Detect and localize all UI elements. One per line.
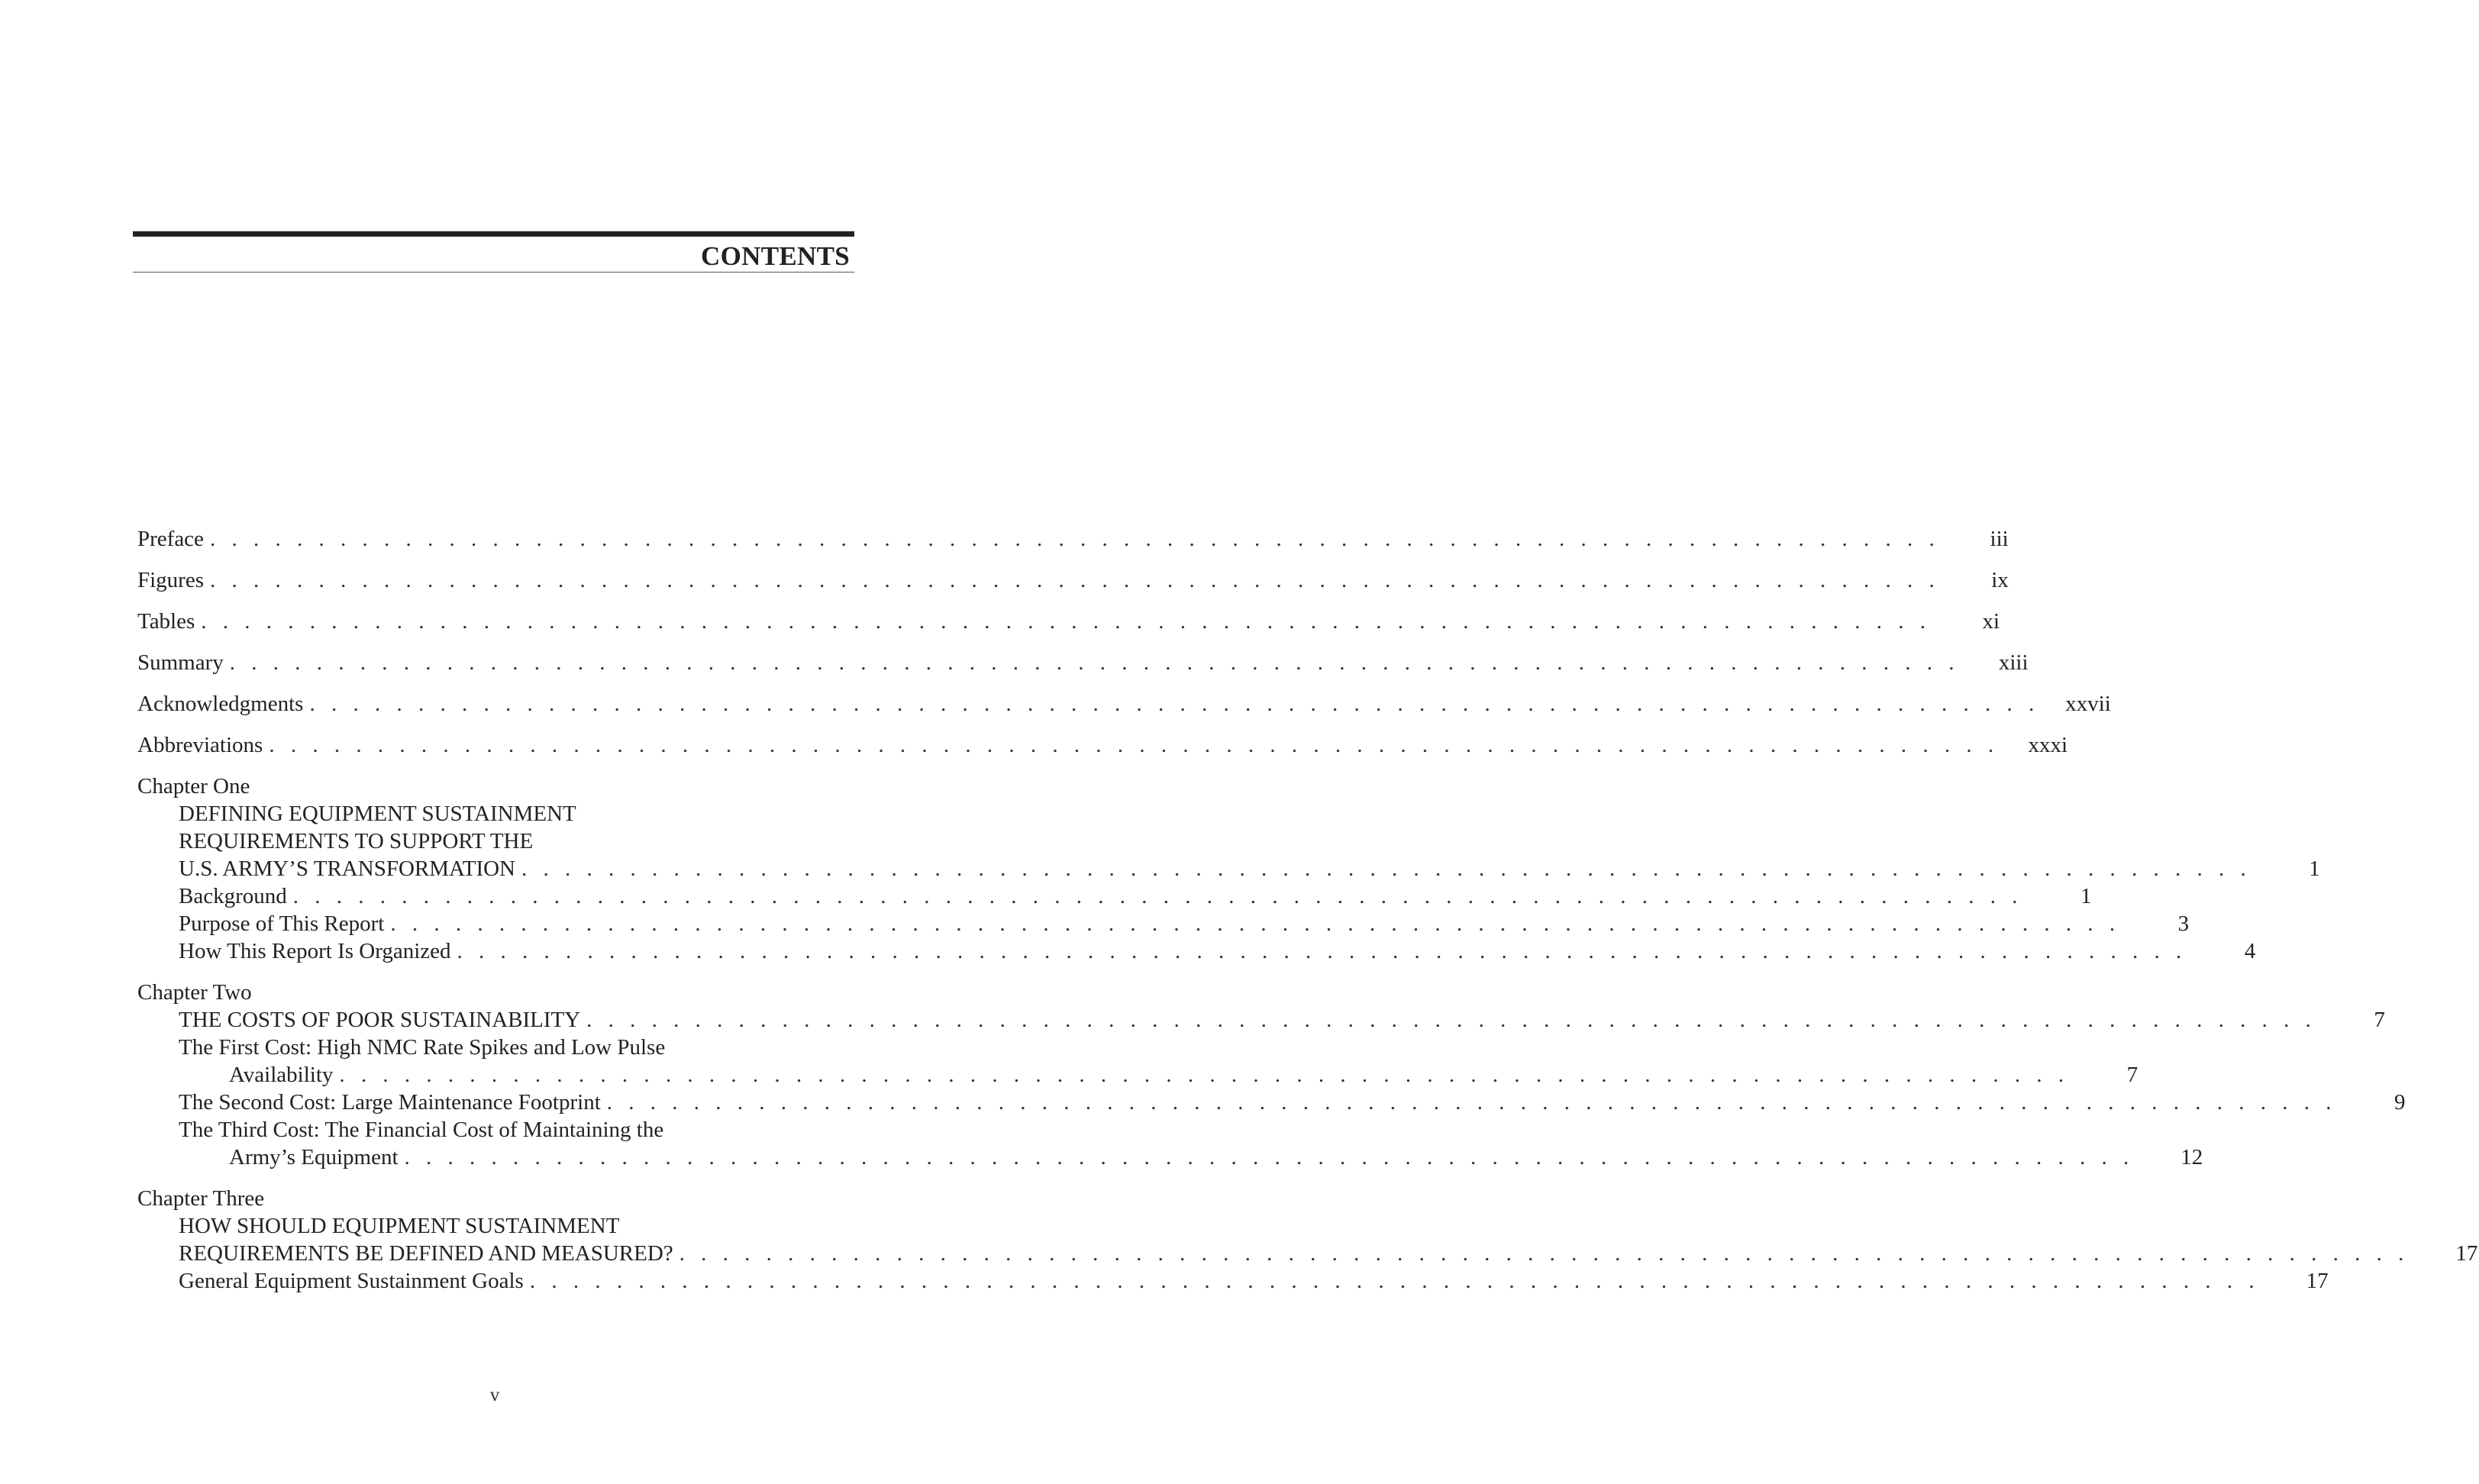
dot-leader: . . . . . . . . . . . . . . . . . . . . . . . . . . . . . . . . . . . . . . . . . . . . . . . . . . . . . . . . . . . . . . . . . . . . . . . . . . . . . . . . bbox=[457, 939, 2187, 963]
toc-entry-text: The Third Cost: The Financial Cost of Maintaining the bbox=[179, 1118, 664, 1142]
dot-leader: . . . . . . . . . . . . . . . . . . . . . . . . . . . . . . . . . . . . . . . . . . . . . . . . . . . . . . . . . . . . . . . . . . . . . . . . . . . . . . . . bbox=[586, 1008, 2316, 1032]
dot-leader: . . . . . . . . . . . . . . . . . . . . . . . . . . . . . . . . . . . . . . . . . . . . . . . . . . . . . . . . . . . . . . . . . . . . . . . . . . . . . . . . bbox=[679, 1241, 2410, 1266]
toc-page-number: 9 bbox=[2394, 1090, 2406, 1115]
toc-entry-preface bbox=[137, 525, 2009, 553]
toc-chapter-heading bbox=[137, 773, 851, 800]
toc-page-number: 17 bbox=[2306, 1269, 2329, 1293]
toc-chapter-title-line bbox=[137, 1240, 2478, 1267]
toc-entry-text: REQUIREMENTS BE DEFINED AND MEASURED? bbox=[179, 1241, 673, 1266]
toc-entry-text: Army’s Equipment bbox=[229, 1145, 399, 1169]
dot-leader: . . . . . . . . . . . . . . . . . . . . . . . . . . . . . . . . . . . . . . . . . . . . . . . . . . . . . . . . . . . . . . . . . . . . . . . . . . . . . . . . bbox=[390, 911, 2121, 936]
toc-chapter-block bbox=[137, 773, 2320, 965]
toc-section-line bbox=[137, 1034, 851, 1061]
toc-page-number: xxxi bbox=[2028, 733, 2068, 757]
toc-entry-text: The First Cost: High NMC Rate Spikes and Low Pulse bbox=[179, 1035, 666, 1060]
toc-entry-text: REQUIREMENTS TO SUPPORT THE bbox=[179, 829, 534, 853]
toc-chapter-title-line bbox=[137, 1006, 2385, 1034]
toc-section-line bbox=[137, 910, 2190, 937]
toc-chapter-heading bbox=[137, 1185, 851, 1212]
toc-entry-text: Figures bbox=[137, 568, 204, 592]
dot-leader: . . . . . . . . . . . . . . . . . . . . . . . . . . . . . . . . . . . . . . . . . . . . . . . . . . . . . . . . . . . . . . . . . . . . . . . . . . . . . . . . bbox=[606, 1090, 2337, 1115]
toc-page-number: xiii bbox=[1998, 650, 2029, 675]
toc-page-number: 7 bbox=[2374, 1008, 2385, 1032]
toc-entry-text: Chapter Three bbox=[137, 1186, 265, 1211]
toc-entry-tables bbox=[137, 608, 2000, 635]
toc-entry-text: Chapter Two bbox=[137, 980, 252, 1005]
toc-entry-text: Acknowledgments bbox=[137, 692, 304, 716]
toc-page-number: 3 bbox=[2177, 911, 2190, 936]
toc-chapter-title-line bbox=[137, 800, 851, 827]
toc-entry-abbreviations bbox=[137, 731, 2068, 759]
toc-page-number: 1 bbox=[2080, 884, 2092, 908]
page-title: CONTENTS bbox=[701, 241, 850, 271]
toc-chapter-block bbox=[137, 979, 2406, 1171]
toc-entry-text: Background bbox=[179, 884, 287, 908]
page-number: v bbox=[489, 1385, 500, 1405]
toc-entry-text: HOW SHOULD EQUIPMENT SUSTAINMENT bbox=[179, 1214, 620, 1238]
toc-entry-text: Purpose of This Report bbox=[179, 911, 385, 936]
toc-chapter-heading bbox=[137, 979, 851, 1006]
toc-section-line bbox=[137, 1267, 2329, 1295]
dot-leader: . . . . . . . . . . . . . . . . . . . . . . . . . . . . . . . . . . . . . . . . . . . . . . . . . . . . . . . . . . . . . . . . . . . . . . . . . . . . . . . . bbox=[529, 1269, 2260, 1293]
toc-page-number: 1 bbox=[2309, 857, 2320, 881]
toc-page-number: 17 bbox=[2455, 1241, 2478, 1266]
dot-leader: . . . . . . . . . . . . . . . . . . . . . . . . . . . . . . . . . . . . . . . . . . . . . . . . . . . . . . . . . . . . . . . . . . . . . . . . . . . . . . . . bbox=[229, 650, 1960, 675]
dot-leader: . . . . . . . . . . . . . . . . . . . . . . . . . . . . . . . . . . . . . . . . . . . . . . . . . . . . . . . . . . . . . . . . . . . . . . . . . . . . . . . . bbox=[209, 527, 1940, 551]
toc-chapter-title-line bbox=[137, 1212, 851, 1240]
dot-leader: . . . . . . . . . . . . . . . . . . . . . . . . . . . . . . . . . . . . . . . . . . . . . . . . . . . . . . . . . . . . . . . . . . . . . . . . . . . . . . . . bbox=[309, 692, 2040, 716]
toc-entry-text: U.S. ARMY’S TRANSFORMATION bbox=[179, 857, 516, 881]
toc-entry-text: DEFINING EQUIPMENT SUSTAINMENT bbox=[179, 802, 576, 826]
toc-chapter-title-line bbox=[137, 827, 851, 855]
dot-leader: . . . . . . . . . . . . . . . . . . . . . . . . . . . . . . . . . . . . . . . . . . . . . . . . . . . . . . . . . . . . . . . . . . . . . . . . . . . . . . . . bbox=[210, 568, 1940, 592]
toc-page-number: 4 bbox=[2244, 939, 2256, 963]
toc-entry-acknowledgments bbox=[137, 690, 2111, 718]
toc-chapter-title-line bbox=[137, 855, 2320, 882]
toc-section-line bbox=[137, 1144, 2203, 1171]
toc-section-line bbox=[137, 1116, 851, 1144]
toc-entry-text: Availability bbox=[229, 1063, 334, 1087]
toc-section-line bbox=[137, 882, 2092, 910]
toc-chapter-block bbox=[137, 1185, 2478, 1295]
dot-leader: . . . . . . . . . . . . . . . . . . . . . . . . . . . . . . . . . . . . . . . . . . . . . . . . . . . . . . . . . . . . . . . . . . . . . . . . . . . . . . . . bbox=[339, 1063, 2070, 1087]
toc-entry-text: How This Report Is Organized bbox=[179, 939, 451, 963]
toc-page-number: iii bbox=[1990, 527, 2009, 551]
toc-page-number: 7 bbox=[2126, 1063, 2138, 1087]
dot-leader: . . . . . . . . . . . . . . . . . . . . . . . . . . . . . . . . . . . . . . . . . . . . . . . . . . . . . . . . . . . . . . . . . . . . . . . . . . . . . . . . bbox=[404, 1145, 2135, 1169]
toc-page-number: xxvii bbox=[2065, 692, 2111, 716]
toc-page-number: ix bbox=[1991, 568, 2009, 592]
toc-section-line bbox=[137, 1061, 2138, 1089]
toc-entry-text: Preface bbox=[137, 527, 204, 551]
table-of-contents bbox=[137, 525, 2478, 1308]
toc-entry-text: The Second Cost: Large Maintenance Footprint bbox=[179, 1090, 601, 1115]
dot-leader: . . . . . . . . . . . . . . . . . . . . . . . . . . . . . . . . . . . . . . . . . . . . . . . . . . . . . . . . . . . . . . . . . . . . . . . . . . . . . . . . bbox=[521, 857, 2251, 881]
header-rule-thin bbox=[133, 272, 854, 273]
toc-entry-text: Summary bbox=[137, 650, 224, 675]
toc-page-number: xi bbox=[1982, 609, 2000, 634]
toc-entry-text: Abbreviations bbox=[137, 733, 263, 757]
dot-leader: . . . . . . . . . . . . . . . . . . . . . . . . . . . . . . . . . . . . . . . . . . . . . . . . . . . . . . . . . . . . . . . . . . . . . . . . . . . . . . . . bbox=[201, 609, 1932, 634]
toc-section-line bbox=[137, 1089, 2406, 1116]
dot-leader: . . . . . . . . . . . . . . . . . . . . . . . . . . . . . . . . . . . . . . . . . . . . . . . . . . . . . . . . . . . . . . . . . . . . . . . . . . . . . . . . bbox=[269, 733, 2000, 757]
header-rule-thick bbox=[133, 231, 854, 237]
toc-section-line bbox=[137, 937, 2256, 965]
toc-entry-text: General Equipment Sustainment Goals bbox=[179, 1269, 524, 1293]
toc-entry-text: Tables bbox=[137, 609, 195, 634]
dot-leader: . . . . . . . . . . . . . . . . . . . . . . . . . . . . . . . . . . . . . . . . . . . . . . . . . . . . . . . . . . . . . . . . . . . . . . . . . . . . . . . . bbox=[292, 884, 2023, 908]
toc-entry-figures bbox=[137, 566, 2009, 594]
toc-page-number: 12 bbox=[2180, 1145, 2203, 1169]
toc-entry-text: Chapter One bbox=[137, 774, 250, 798]
toc-entry-text: THE COSTS OF POOR SUSTAINABILITY bbox=[179, 1008, 581, 1032]
toc-entry-summary bbox=[137, 649, 2029, 676]
